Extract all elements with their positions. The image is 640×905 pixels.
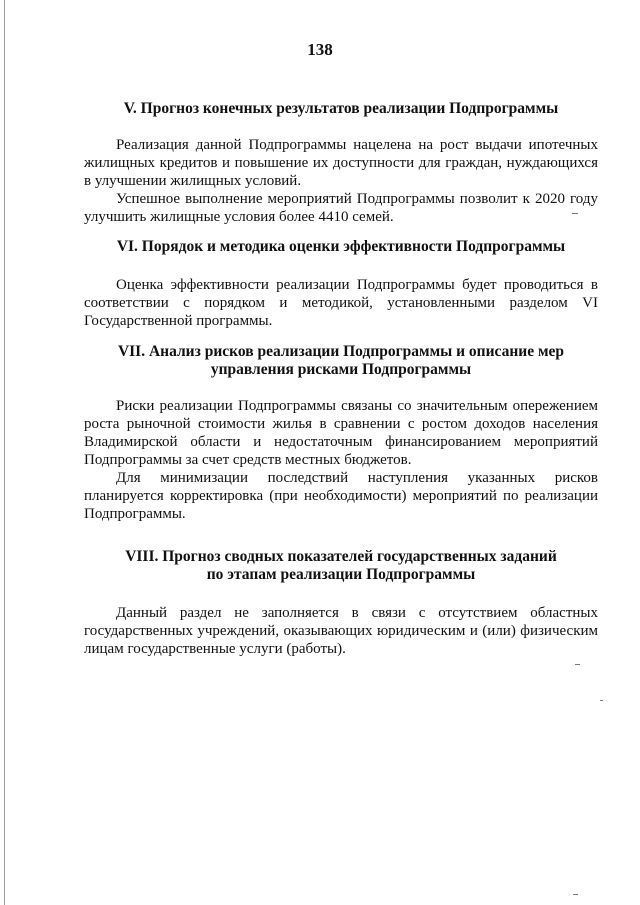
page-number: 138 <box>307 40 333 59</box>
section-heading: VI. Порядок и методика оценки эффективности Подпрограммы <box>116 238 566 255</box>
section-viii <box>84 548 598 658</box>
section-vii <box>84 343 598 523</box>
paragraph: Риски реализации Подпрограммы связаны со значительным опережением роста рыночной стоимости жилья в сравнении с ростом доходов населения Владимирской области и недостаточным финансированием мероприятий Подпрограммы за счет средств местных бюджетов. <box>84 398 598 468</box>
section-vi <box>84 238 598 330</box>
scan-left-edge <box>4 0 5 905</box>
paragraph: Для минимизации последствий наступления указанных рисков планируется корректировка (при необходимости) мероприятий по реализации Подпрограммы. <box>84 470 598 522</box>
scan-speck <box>572 213 578 214</box>
paragraph: Успешное выполнение мероприятий Подпрограммы позволит к 2020 году улучшить жилищные условия более 4410 семей. <box>84 191 598 225</box>
scan-speck <box>575 664 580 665</box>
section-heading: V. Прогноз конечных результатов реализации Подпрограммы <box>123 100 559 117</box>
paragraph: Оценка эффективности реализации Подпрограммы будет проводиться в соответствии с порядком и методикой, установленными разделом VI Государственной программы. <box>84 277 598 329</box>
paragraph: Данный раздел не заполняется в связи с отсутствием областных государственных учреждений, оказывающих юридическим и (или) физическим лицам государственные услуги (работы). <box>84 605 598 657</box>
paragraph: Реализация данной Подпрограммы нацелена на рост выдачи ипотечных жилищных кредитов и повышение их доступности для граждан, нуждающихся в улучшении жилищных условий. <box>84 137 598 189</box>
section-heading: VIII. Прогноз сводных показателей государственных заданий по этапам реализации Подпрограммы <box>125 548 557 583</box>
section-heading: VII. Анализ рисков реализации Подпрограммы и описание мер управления рисками Подпрограммы <box>117 343 565 378</box>
scan-speck <box>573 894 578 895</box>
section-v <box>84 100 598 226</box>
scan-speck <box>600 700 603 701</box>
